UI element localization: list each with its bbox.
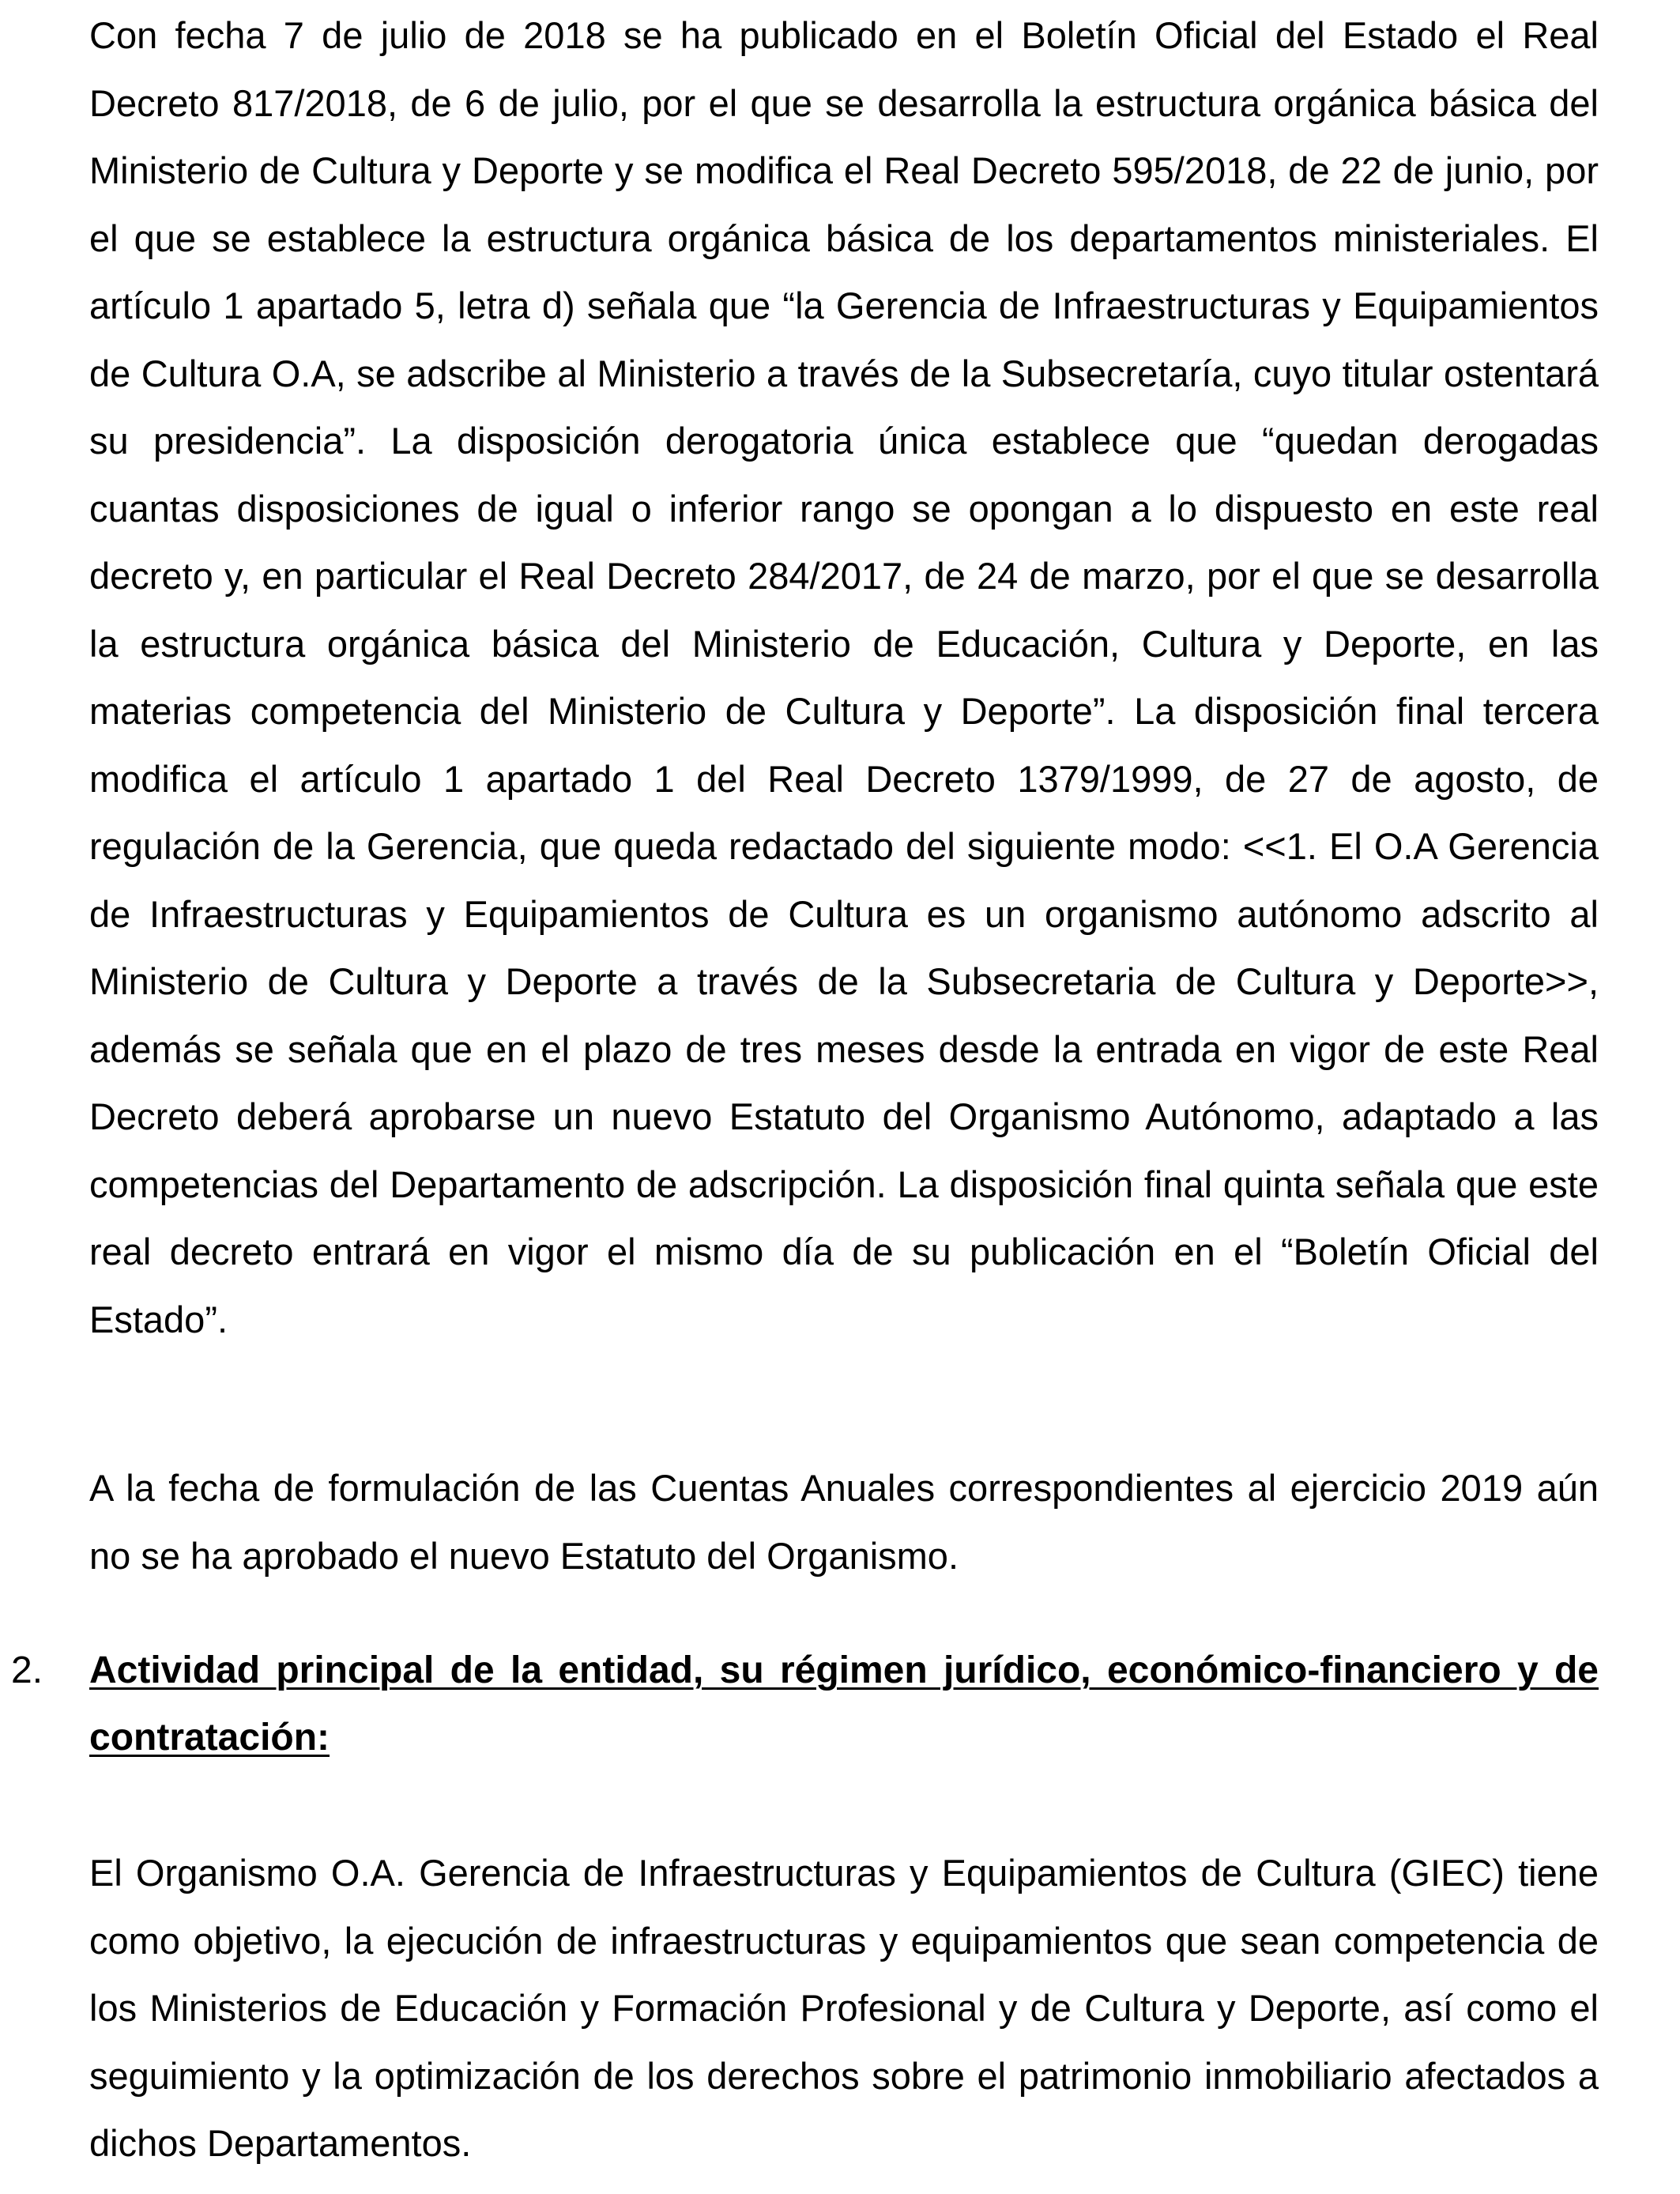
body-paragraph: El Organismo O.A. Gerencia de Infraestructuras y Equipamientos de Cultura (GIEC) tiene como objetivo, la ejecución de infraestructuras y equipamientos que sean competencia de los Ministerios de Educación y Formación Profesional y de Cultura y Deporte, así como el seguimiento y la optimización de los derechos sobre el patrimonio inmobiliario afectados a dichos Departamentos. <box>89 1852 1599 2164</box>
body-paragraph: Con fecha 7 de julio de 2018 se ha publicado en el Boletín Oficial del Estado el Real Decreto 817/2018, de 6 de julio, por el que se desarrolla la estructura orgánica básica del Ministerio de Cultura y Deporte y se modifica el Real Decreto 595/2018, de 22 de junio, por el que se establece la estructura orgánica básica de los departamentos ministeriales. El artículo 1 apartado 5, letra d) señala que “la Gerencia de Infraestructuras y Equipamientos de Cultura O.A, se adscribe al Ministerio a través de la Subsecretaría, cuyo titular ostentará su presidencia”. La disposición derogatoria única establece que “quedan derogadas cuantas disposiciones de igual o inferior rango se opongan a lo dispuesto en este real decreto y, en particular el Real Decreto 284/2017, de 24 de marzo, por el que se desarrolla la estructura orgánica básica del Ministerio de Educación, Cultura y Deporte, en las materias competencia del Ministerio de Cultura y Deporte”. La disposición final tercera modifica el artículo 1 apartado 1 del Real Decreto 1379/1999, de 27 de agosto, de regulación de la Gerencia, que queda redactado del siguiente modo: <<1. El O.A Gerencia de Infraestructuras y Equipamientos de Cultura es un organismo autónomo adscrito al Ministerio de Cultura y Deporte a través de la Subsecretaria de Cultura y Deporte>>, además se señala que en el plazo de tres meses desde la entrada en vigor de este Real Decreto deberá aprobarse un nuevo Estatuto del Organismo Autónomo, adaptado a las competencias del Departamento de adscripción. La disposición final quinta señala que este real decreto entrará en vigor el mismo día de su publicación en el “Boletín Oficial del Estado”. <box>89 14 1599 1340</box>
section-number: 2. <box>11 1649 43 1691</box>
body-paragraph: A la fecha de formulación de las Cuentas Anuales correspondientes al ejercicio 2019 aún no se ha aprobado el nuevo Estatuto del Organismo. <box>89 1467 1599 1577</box>
section-title: Actividad principal de la entidad, su régimen jurídico, económico-financiero y de contratación: <box>89 1649 1599 1759</box>
